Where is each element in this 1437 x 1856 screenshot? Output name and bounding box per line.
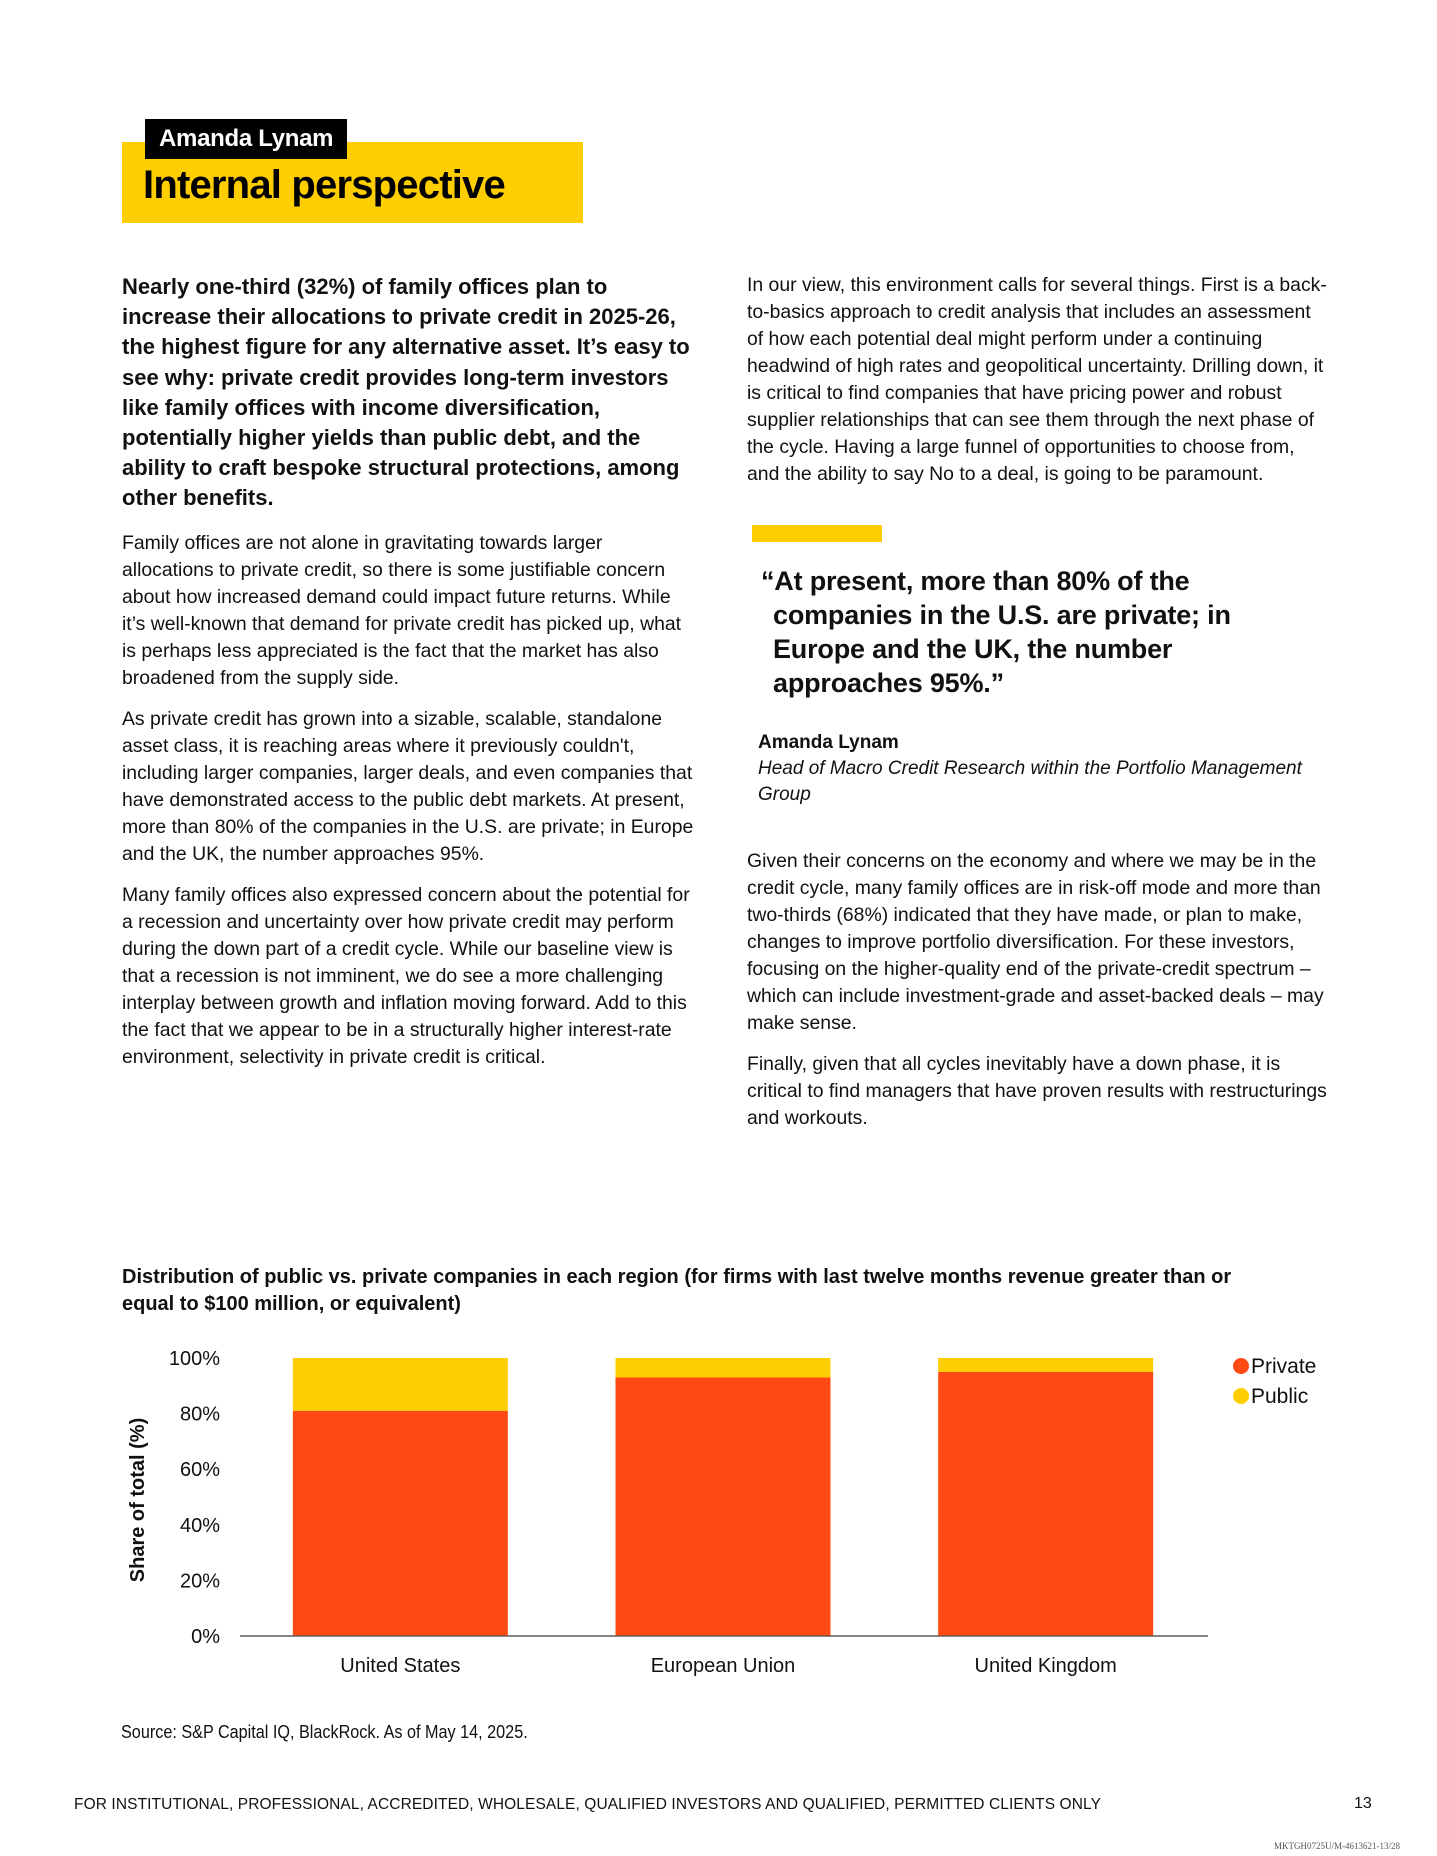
right-column	[747, 272, 1327, 1146]
body-paragraph: As private credit has grown into a sizable, scalable, standalone asset class, it is reaching areas where it previously couldn't, including larger companies, larger deals, and even companies that have demonstrated access to the public debt markets. At present, more than 80% of the companies in the U.S. are private; in Europe and the UK, the number approaches 95%.	[122, 707, 694, 865]
body-paragraph: Family offices are not alone in gravitating towards larger allocations to private credit, so there is some justifiable concern about how increased demand could impact future returns. While it’s well-known that demand for private credit has picked up, what is perhaps less appreciated is the fact that the market has also broadened from the supply side.	[122, 531, 682, 689]
chart-source-note: Source: S&P Capital IQ, BlackRock. As of May 14, 2025.	[121, 1722, 528, 1742]
body-paragraph: In our view, this environment calls for several things. First is a back-to-basics approach to credit analysis that includes an assessment of how each potential deal might perform under a continuing headwind of high rates and geopolitical uncertainty. Drilling down, it is critical to find companies that have pricing power and robust supplier relationships that can see them through the next phase of the cycle. Having a large funnel of opportunities to choose from, and the ability to say No to a deal, is going to be paramount.	[747, 274, 1327, 485]
x-tick-label: European Union	[650, 1655, 796, 1677]
legend-label-public: Public	[1251, 1385, 1309, 1408]
footer-disclaimer: FOR INSTITUTIONAL, PROFESSIONAL, ACCREDITED, WHOLESALE, QUALIFIED INVESTORS AND QUALIFIED, PERMITTED CLIENTS ONLY	[74, 1796, 1102, 1813]
page-number: 13	[1354, 1795, 1372, 1812]
x-tick-label: United Kingdom	[974, 1655, 1117, 1677]
y-tick-label: 20%	[179, 1570, 220, 1593]
legend-swatch-private	[1233, 1358, 1249, 1374]
y-tick-label: 80%	[179, 1403, 220, 1426]
y-axis-label: Share of total (%)	[127, 1417, 149, 1583]
lead-paragraph: Nearly one-third (32%) of family offices plan to increase their allocations to private credit in 2025-26, the highest figure for any alternative asset. It’s easy to see why: private credit provides long-term investors like family offices with income diversification, potentially higher yields than public debt, and the ability to craft bespoke structural protections, among other benefits.	[122, 274, 690, 511]
bar-public-united-states	[293, 1358, 508, 1411]
quote-accent-bar	[752, 525, 882, 542]
quote-attribution-name: Amanda Lynam	[758, 732, 899, 753]
author-tag: Amanda Lynam	[145, 119, 347, 159]
bar-public-european-union	[616, 1358, 831, 1377]
right-column-bottom	[747, 848, 1327, 1132]
quote-attribution-role: Head of Macro Credit Research within the Portfolio Management Group	[758, 758, 1302, 805]
left-column	[122, 272, 697, 1085]
chart-title: Distribution of public vs. private companies in each region (for firms with last twelve months revenue greater than or equal to $100 million, or equivalent)	[122, 1266, 1232, 1315]
y-tick-label: 40%	[179, 1514, 220, 1537]
bar-private-united-states	[293, 1411, 508, 1636]
y-tick-label: 0%	[191, 1626, 220, 1648]
body-paragraph: Finally, given that all cycles inevitably have a down phase, it is critical to find managers that have proven results with restructurings and workouts.	[747, 1053, 1327, 1129]
legend-swatch-public	[1233, 1388, 1249, 1404]
bar-private-european-union	[616, 1377, 831, 1636]
body-paragraph: Given their concerns on the economy and where we may be in the credit cycle, many family offices are in risk-off mode and more than two-thirds (68%) indicated that they have made, or plan to make, changes to improve portfolio diversification. For these investors, focusing on the higher-quality end of the private-credit spectrum – which can include investment-grade and asset-backed deals – may make sense.	[747, 850, 1324, 1034]
body-paragraph: Many family offices also expressed concern about the potential for a recession and uncertainty over how private credit may perform during the down part of a credit cycle. While our baseline view is that a recession is not imminent, we do see a more challenging interplay between growth and inflation moving forward. Add to this the fact that we appear to be in a structurally higher interest-rate environment, selectivity in private credit is critical.	[122, 883, 690, 1068]
legend-label-private: Private	[1251, 1355, 1317, 1378]
x-tick-label: United States	[340, 1655, 461, 1677]
bar-private-united-kingdom	[938, 1372, 1153, 1636]
y-tick-label: 100%	[168, 1348, 220, 1370]
document-code: MKTGH0725U/M-4613621-13/28	[1274, 1841, 1400, 1851]
pull-quote: “At present, more than 80% of the companies in the U.S. are private; in Europe and the UK, the number approaches 95%.”	[761, 566, 1231, 698]
bar-public-united-kingdom	[938, 1358, 1153, 1372]
section-title: Internal perspective	[143, 163, 505, 207]
y-tick-label: 60%	[179, 1459, 220, 1482]
